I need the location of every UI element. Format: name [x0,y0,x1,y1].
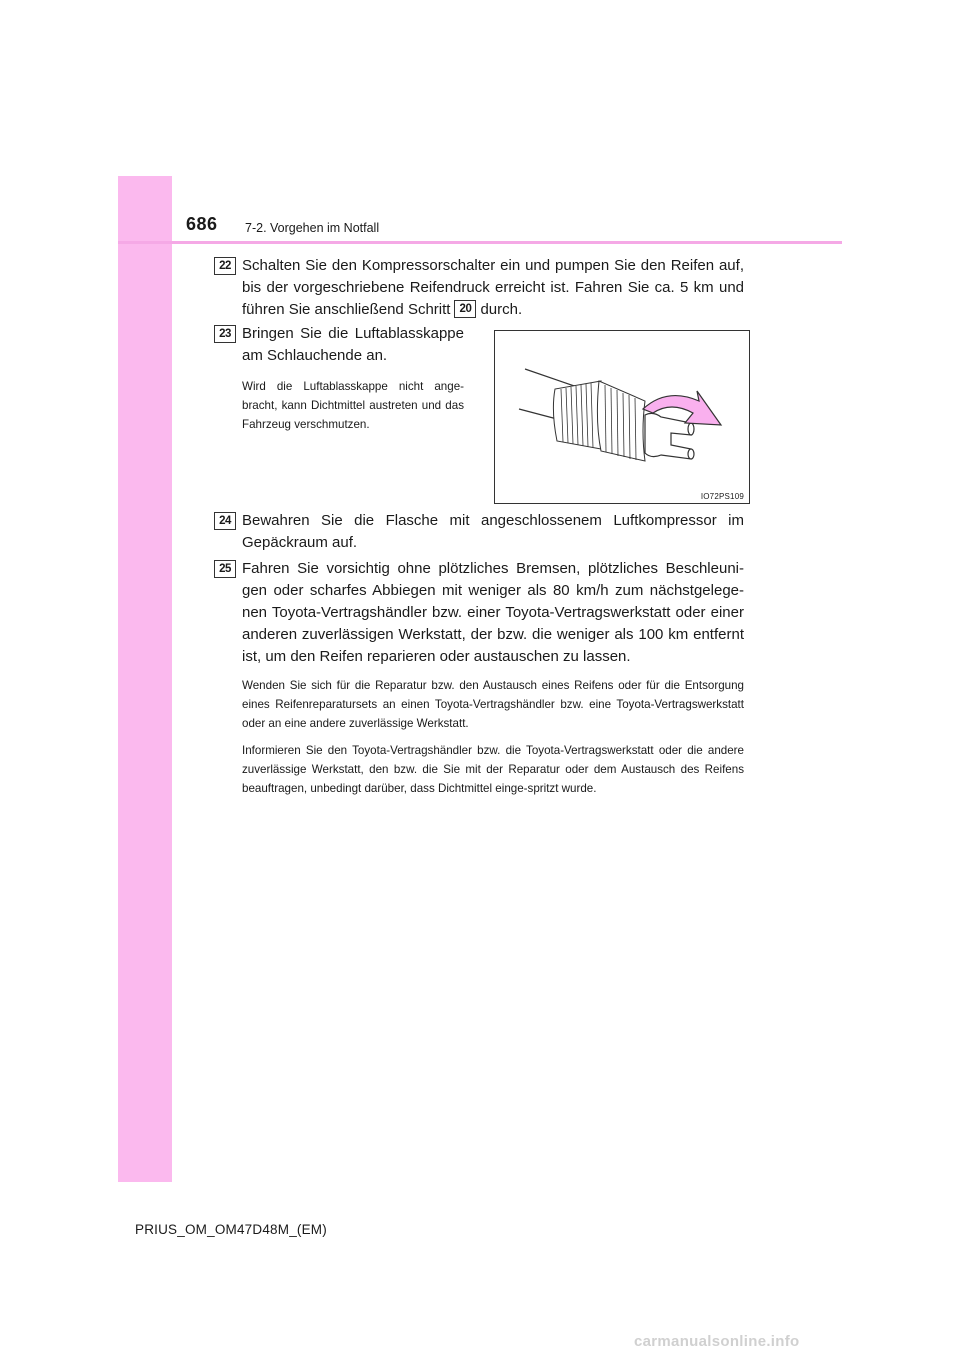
step-text: Fahren Sie vorsichtig ohne plötzliches Bremsen, plötzliches Beschleuni-gen oder scharfes Abbiegen mit weniger als 80 km/h zum nächstgelege-nen Toyota-Vertragshändler bzw. einer Toyota-Vertragswerkstatt oder einer anderen zuverlässigen Werkstatt, der bzw. die weniger als 100 km entfernt ist, um den Reifen reparieren oder austauschen zu lassen. [242,560,744,665]
step-22 [214,255,744,321]
header-rule [118,241,842,244]
step-text: Bewahren Sie die Flasche mit angeschlossenem Luftkompressor im Gepäckraum auf. [242,512,744,551]
step-text-part: Schalten Sie den Kompressorschalter ein und pumpen Sie den Reifen auf, bis der vorgeschriebene Reifendruck erreicht ist. Fahren Sie ca. 5 km und führen Sie anschließend Schritt [242,257,744,318]
step-text: Bringen Sie die Luftablasskappe am Schlauchende an. [242,325,464,364]
footer-doc-id: PRIUS_OM_OM47D48M_(EM) [135,1222,327,1237]
figure-air-release-cap [494,330,750,504]
step-24 [214,510,744,554]
watermark: carmanualsonline.info [634,1333,800,1350]
page-number: 686 [186,214,218,234]
step-number-badge: 24 [214,512,236,530]
step-text-part: durch. [480,301,523,318]
section-title: 7-2. Vorgehen im Notfall [245,221,380,235]
step-note: Wenden Sie sich für die Reparatur bzw. den Austausch eines Reifens oder für die Entsorgung eines Reifenreparatursets an einen Toyota-Vertragshändler bzw. eine Toyota-Vertragswerkstatt oder an eine andere zuverlässige Werkstatt. [242,679,744,730]
step-number-badge: 22 [214,257,236,275]
figure-code: IO72PS109 [700,492,744,501]
hose-cap-illustration [495,331,749,503]
step-text [242,255,744,321]
step-reference-badge[interactable]: 20 [454,300,476,318]
step-number-badge: 25 [214,560,236,578]
step-note: Informieren Sie den Toyota-Vertragshändler bzw. die Toyota-Vertragswerkstatt oder die andere zuverlässige Werkstatt, den bzw. die Sie mit der Reparatur oder dem Austausch des Reifens beauftragen, unbedingt darüber, dass Dichtmittel einge-spritzt wurde. [242,744,744,795]
step-note: Wird die Luftablasskappe nicht ange-bracht, kann Dichtmittel austreten und das Fahrzeug verschmutzen. [242,380,464,431]
step-number-badge: 23 [214,325,236,343]
pink-sidebar-strip [118,176,172,1182]
step-25 [214,558,744,798]
step-23 [214,323,464,434]
